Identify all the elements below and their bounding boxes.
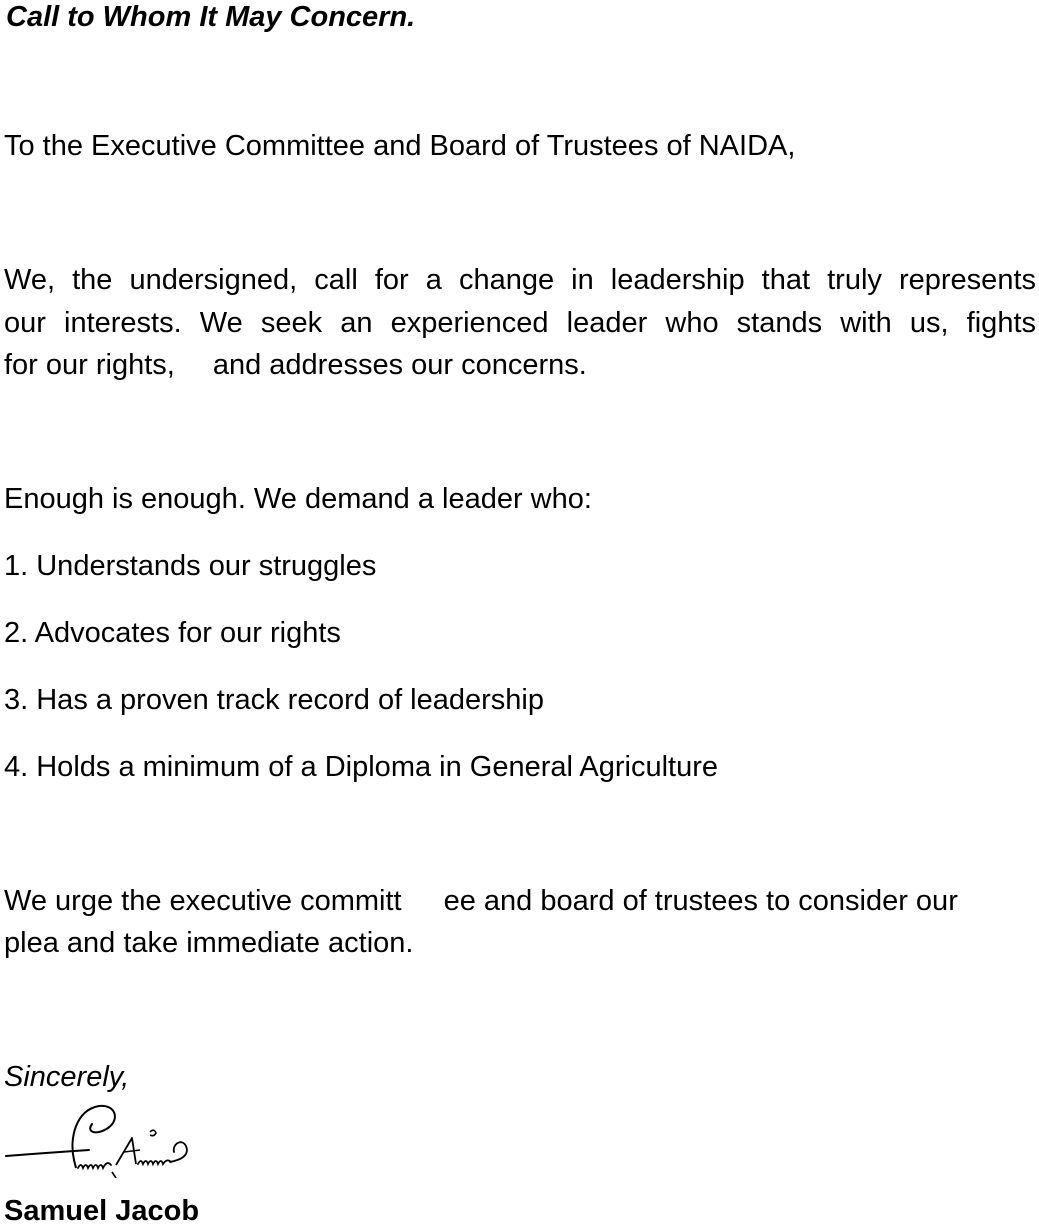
signatory-name: Samuel Jacob bbox=[4, 1195, 200, 1227]
demand-intro: Enough is enough. We demand a leader who: bbox=[4, 483, 592, 515]
paragraph-2-line-2: plea and take immediate action. bbox=[4, 927, 414, 959]
closing: Sincerely, bbox=[4, 1061, 130, 1093]
paragraph-1-line-2: our interests. We seek an experienced leader who stands with us, fights bbox=[4, 307, 1036, 339]
demand-item-3: 3. Has a proven track record of leadership bbox=[4, 684, 544, 716]
paragraph-2-line-1-part-a: We urge the executive committ bbox=[4, 885, 402, 917]
paragraph-2-line-1 bbox=[4, 884, 958, 918]
paragraph-2-line-1-part-b: ee and board of trustees to consider our bbox=[443, 885, 958, 917]
salutation: To the Executive Committee and Board of Trustees of NAIDA, bbox=[4, 130, 796, 162]
paragraph-1-line-3 bbox=[4, 348, 587, 382]
paragraph-1-line-3-part-b: and addresses our concerns. bbox=[212, 349, 587, 381]
letter-title: Call to Whom It May Concern. bbox=[6, 1, 416, 33]
paragraph-1-line-3-part-a: for our rights, bbox=[4, 349, 175, 381]
demand-item-2: 2. Advocates for our rights bbox=[4, 617, 341, 649]
signature-image bbox=[4, 1098, 204, 1178]
demand-item-4: 4. Holds a minimum of a Diploma in General Agriculture bbox=[4, 751, 719, 783]
paragraph-1-line-1: We, the undersigned, call for a change in leadership that truly represents bbox=[4, 264, 1036, 296]
demand-item-1: 1. Understands our struggles bbox=[4, 550, 377, 582]
